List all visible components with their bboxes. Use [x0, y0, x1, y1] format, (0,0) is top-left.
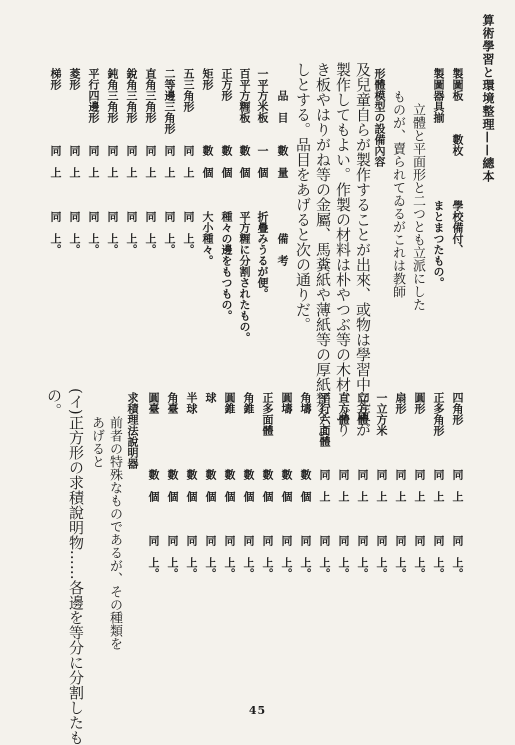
table-row: 正方形 數 個 種々の邊をもつもの。: [220, 68, 233, 321]
table-row: 直角三角形 同 上 同 上。: [144, 68, 157, 255]
table-header: 品 目 數 量 備 考: [276, 68, 289, 266]
table-row: 梯形 同 上 同 上。: [49, 68, 62, 255]
text-column: 前者の特殊なものであるが、その種類を: [107, 390, 122, 650]
text-column: 製作してもよい。作製の材料は朴やつぶ等の木材、ぶり: [334, 62, 352, 437]
table-row: 正多角形 同 上 同 上。: [432, 392, 445, 579]
table-row: 平行六面體 同 上 同 上。: [318, 392, 331, 579]
table-row: 立方體 同 上 同 上。: [356, 392, 369, 579]
table-row: 平行四邊形 同 上 同 上。: [87, 68, 100, 255]
table-row: 菱形 同 上 同 上。: [68, 68, 81, 255]
text-column: 製圖器具揃 まとまつたもの。: [432, 68, 445, 288]
table-row: 一平方米板 一 個 折疊みうるが便。: [256, 68, 269, 299]
table-row: 扇形 同 上 同 上。: [394, 392, 407, 579]
table-row: 半球 數 個 同 上。: [185, 392, 198, 579]
table-row: 直方體 同 上 同 上。: [337, 392, 350, 579]
text-column: の。: [45, 388, 63, 418]
table-row: 正多面體 數 個 同 上。: [261, 392, 274, 579]
text-column: 製圖板 數枚 學校備付、: [451, 68, 464, 255]
text-column: 立體と平面形と二つとも立派にした: [410, 64, 425, 311]
table-row: 角錐 數 個 同 上。: [242, 392, 255, 579]
table-row: 角壔 數 個 同 上。: [299, 392, 312, 579]
table-row: 銳角三角形 同 上 同 上。: [125, 68, 138, 255]
table-row: 四角形 同 上 同 上。: [451, 392, 464, 579]
table-row: 圓壔 數 個 同 上。: [280, 392, 293, 579]
text-column: あげると: [89, 390, 104, 468]
section-heading: 形體模型の設備內容: [373, 68, 386, 167]
table-row: 鈍角三角形 同 上 同 上。: [106, 68, 119, 255]
text-column: ものが、賣られてゐるがこれは教師: [390, 64, 405, 298]
table-row: 圓形 同 上 同 上。: [413, 392, 426, 579]
table-row: 二等邊三角形 同 上 同 上。: [163, 68, 176, 255]
table-row: 角臺 數 個 同 上。: [166, 392, 179, 579]
table-row: 矩形 數 個 大小種々。: [201, 68, 214, 266]
table-row: 五三角形 同 上 同 上。: [182, 68, 195, 255]
running-header: 算術學習と環境整理——總本: [481, 14, 495, 183]
text-column: しとする。品目をあげると次の通りだ。: [294, 62, 312, 332]
table-row: 圓錐 數 個 同 上。: [223, 392, 236, 579]
page-number: 45: [248, 704, 267, 717]
section-heading: 求積理法說明器: [126, 392, 139, 469]
text-column: (イ)正方形の求積說明物……各邊を等分に分割したも: [67, 388, 85, 745]
table-row: 一立方米 同 上 同 上。: [375, 392, 388, 579]
text-column: 及兒童自らが製作することが出來、或物は學習中兒童が: [354, 62, 372, 437]
table-row: 球 數 個 同 上。: [204, 392, 217, 579]
table-row: 圓臺 數 個 同 上。: [147, 392, 160, 579]
table-row: 百平方糎板 數 個 平方糎に分割されたもの。: [238, 68, 251, 343]
text-column: き板やはりがね等の金屬、馬糞紙や薄紙等の厚紙類をよ: [314, 62, 332, 437]
